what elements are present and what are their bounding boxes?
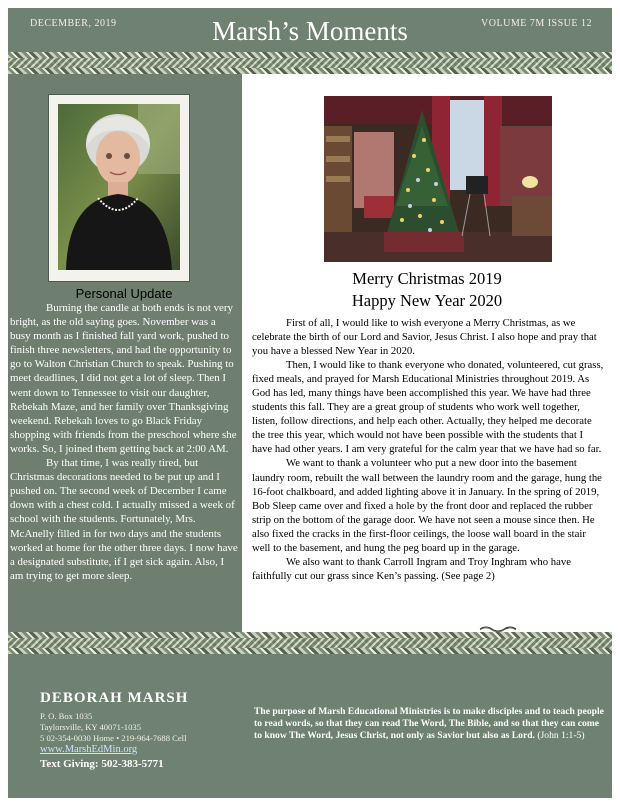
- phone-line: 5 02-354-0030 Home • 219-964-7688 Cell: [40, 733, 187, 743]
- author-name: DEBORAH MARSH: [40, 690, 189, 706]
- letter-paragraph: First of all, I would like to wish everyone a Merry Christmas, as we celebrate the birth of our Lord and Savior, Jesus Christ. I also hope and pray that you have a blessed New Year in 2020.: [252, 317, 597, 358]
- portrait-frame: [48, 94, 190, 282]
- holiday-greeting: [242, 268, 612, 312]
- newsletter-title: Marsh’s Moments: [212, 16, 408, 46]
- text-giving-label: Text Giving:: [40, 758, 99, 770]
- christmas-tree-photo: [324, 96, 552, 262]
- letter-paragraph: Then, I would like to thank everyone who donated, volunteered, cut grass, fixed meals, and prayed for Marsh Educational Ministries throughout 2019. As God has led, many things have been accomplished this year. We have had three students this fall. They are a great group of students who work well together, listen, follow directions, and help each other. Actually, they helped me decorate the tree this year, which would not have been possible with the students that I have had other years. I am very grateful for the calm year that we have had so far.: [252, 359, 604, 456]
- decorative-band-top: [8, 52, 612, 74]
- mission-text: The purpose of Marsh Educational Ministries is to make disciples and to teach people to read words, so that they can read The Word, The Bible, and so that they can come to know The Word, Jesus Christ, not only as Savior but also as Lord.: [254, 706, 604, 742]
- portrait-photo: [58, 104, 180, 270]
- letter-paragraph: We want to thank a volunteer who put a new door into the basement laundry room, rebuilt the wall between the laundry room and the garage, hung the 16-foot chalkboard, and added lighting above it in January. In the spring of 2019, Bob Sleep came over and fixed a hole by the front door and replaced the rubber strip on the bottom of the garage door. We have not seen a mouse since then. He also fixed the cracks in the first-floor ceilings, the loose wall board in the stair well to the basement, and hung the peg board up in the garage.: [252, 457, 602, 554]
- personal-update-heading: Personal Update: [75, 286, 173, 301]
- letter-paragraph: We also want to thank Carroll Ingram and Troy Inghram who have faithfully cut our grass since Ken’s passing. (See page 2): [252, 555, 571, 582]
- greeting-line-new-year: Happy New Year 2020: [351, 291, 503, 310]
- volume-issue: VOLUME 7M ISSUE 12: [481, 18, 592, 29]
- text-giving-number: 502-383-5771: [101, 758, 164, 770]
- website-link[interactable]: www.MarshEdMin.org: [40, 744, 138, 755]
- newsletter-page: [8, 8, 612, 798]
- masthead: [8, 8, 612, 52]
- personal-update-text: [10, 301, 238, 583]
- footer: [8, 654, 612, 798]
- contact-address: [40, 711, 186, 744]
- personal-update-paragraph: By that time, I was really tired, but Christmas decorations needed to be put up and I pushed on. The second week of December I came down with a chest cold. I actually missed a week of school with the students. Fortunately, Mrs. McAnelly filled in for two days and the students worked at home for the other three days. I now have a designated substitute, if I get sick again. Also, I am trying to get more sleep.: [10, 457, 238, 582]
- personal-update-column: [8, 74, 240, 632]
- decorative-band-bottom: [8, 632, 612, 654]
- address-line: Taylorsville, KY 40071-1035: [40, 722, 141, 732]
- text-giving: [40, 758, 164, 770]
- scripture-reference: (John 1:1-5): [537, 730, 585, 742]
- mission-statement: [254, 706, 606, 743]
- issue-date: DECEMBER, 2019: [30, 18, 117, 29]
- greeting-line-christmas: Merry Christmas 2019: [352, 269, 502, 288]
- address-line: P. O. Box 1035: [40, 711, 93, 721]
- personal-update-paragraph: Burning the candle at both ends is not very bright, as the old saying goes. November was a busy month as I finished fall yard work, pushed to finish three newsletters, and had the opportunity to go to Walton Christian Church to speak. Pushing to meet deadlines, I did not get a lot of sleep. Then I went down to Tennessee to visit our daughter, Rebekah Maze, and her family over Thanksgiving weekend. Rebekah loves to go Black Friday shopping with friends from the preschool where she works. So, I joined them getting back at 2:00 AM.: [10, 302, 237, 455]
- letter-body: [252, 316, 604, 583]
- main-article: [242, 74, 612, 632]
